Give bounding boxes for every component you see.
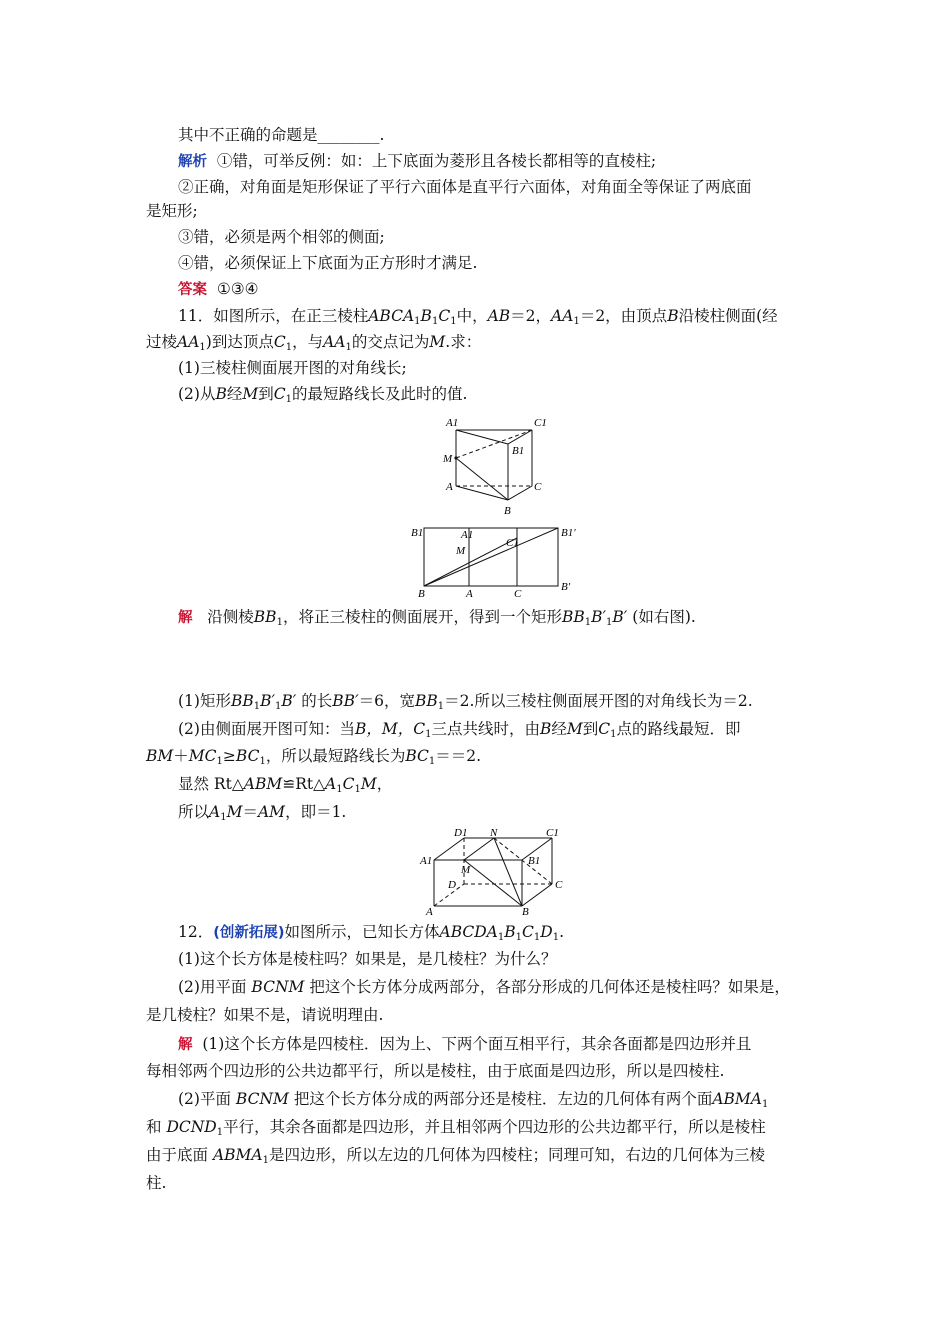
text-line: ②正确，对角面是矩形保证了平行六面体是直平行六面体，对角面全等保证了两底面 [178,178,752,196]
prism-label-B1: B1 [512,445,525,457]
text-line: $BM+MC_1\ge BC_1$，所以最短路线长为$BC_1==2$. [146,747,482,767]
unfold-label-A: A [466,588,473,600]
text-line: (2)由侧面展开图可知：当B，M，$C_1$三点共线时，由B经M到$C_1$点的路线最短．即 [178,720,741,740]
text-line: 答案 ①③④ [178,280,259,298]
prism-label-B: B [504,505,511,517]
box-label-A: A [426,906,433,918]
box-label-D1: D1 [454,827,468,839]
text-line: (1)矩形$BB_1B'_1B'$ 的长BB′＝6，宽$BB_1=2$.所以三棱柱侧面展开图的对角线长为＝2. [178,692,753,712]
box-label-N: N [490,827,498,839]
text-line: 和 $DCND_1$平行，其余各面都是四边形，并且相邻两个四边形的公共边都平行，所以是棱柱 [146,1118,766,1138]
solution-tag-2: 解 [178,1037,193,1053]
text-line: 解 (1)这个长方体是四棱柱．因为上、下两个面互相平行，其余各面都是四边形并且 [178,1035,752,1053]
unfold-label-B: B [418,588,425,600]
prism-label-A1: A1 [446,417,459,429]
unfold-label-C1: C1 [506,537,519,549]
unfold-label-A1: A1 [461,529,474,541]
box-label-M: M [461,864,471,876]
prism-figure [440,412,552,520]
prism-label-C1: C1 [534,417,547,429]
prism-label-M: M [443,453,453,465]
text-line: 解 沿侧棱$BB_1$，将正三棱柱的侧面展开，得到一个矩形$BB_1B'_1B'$ (如右图). [178,608,696,628]
box-label-C1: C1 [546,827,559,839]
box-label-C: C [555,879,563,891]
text-line: (1)这个长方体是棱柱吗？如果是，是几棱柱？为什么？ [178,950,557,968]
text-line: 显然 $Rt\triangle ABM≌Rt\triangle A_1C_1M$， [178,775,393,795]
box-label-A1: A1 [420,855,433,867]
text-line: 每相邻两个四边形的公共边都平行，所以是棱柱，由于底面是四边形，所以是四棱柱. [146,1062,725,1080]
text-line: 11．如图所示，在正三棱柱$ABCA_1B_1C_1$中，AB＝2，$AA_1=2$，由顶点B沿棱柱侧面(经 [178,307,778,327]
prism-label-A: A [446,481,453,493]
unfold-label-M: M [456,545,466,557]
solution-tag: 解 [178,610,193,626]
answer-tag: 答案 [178,282,207,298]
prism-label-C: C [534,481,542,493]
text-line: (2)平面 BCNM 把这个长方体分成的两部分还是棱柱．左边的几何体有两个面$ABMA_1$ [178,1090,769,1110]
box-label-B1: B1 [528,855,541,867]
box-figure [418,826,568,918]
text-line: (2)从B经M到$C_1$的最短路线长及此时的值. [178,385,468,405]
unfold-label-B1p: B1′ [561,527,576,539]
box-label-B: B [522,906,529,918]
text-line: 是几棱柱？如果不是，请说明理由. [146,1006,384,1024]
text-line: 12．(创新拓展)如图所示，已知长方体$ABCDA_1B_1C_1D_1$. [178,923,565,943]
text-line: ④错，必须保证上下底面为正方形时才满足. [178,254,478,272]
text-line: 柱. [146,1174,167,1192]
text-line: (1)三棱柱侧面展开图的对角线长; [178,359,407,377]
text-line: 其中不正确的命题是________. [178,126,385,144]
text-line: 由于底面 $ABMA_1$是四边形，所以左边的几何体为四棱柱；同理可知，右边的几何体为三棱 [146,1146,765,1166]
text-line: (2)用平面 BCNM 把这个长方体分成两部分，各部分形成的几何体还是棱柱吗？如果是， [178,978,790,996]
box-label-D: D [448,879,456,891]
analysis-tag: 解析 [178,154,207,170]
unfold-label-B1: B1 [411,527,424,539]
creative-tag: (创新拓展) [213,925,285,941]
unfold-label-Bp: B′ [561,581,571,593]
text-line: 所以$A_1M=AM$，即＝1. [178,803,347,823]
text-line: 解析 ①错，可举反例：如：上下底面为菱形且各棱长都相等的直棱柱; [178,152,657,170]
unfold-figure [406,520,582,600]
unfold-label-C: C [514,588,522,600]
text-line: 是矩形; [146,202,198,220]
text-line: ③错，必须是两个相邻的侧面; [178,228,385,246]
text-line: 过棱$AA_1$)到达顶点$C_1$，与$AA_1$的交点记为M.求： [146,333,482,353]
